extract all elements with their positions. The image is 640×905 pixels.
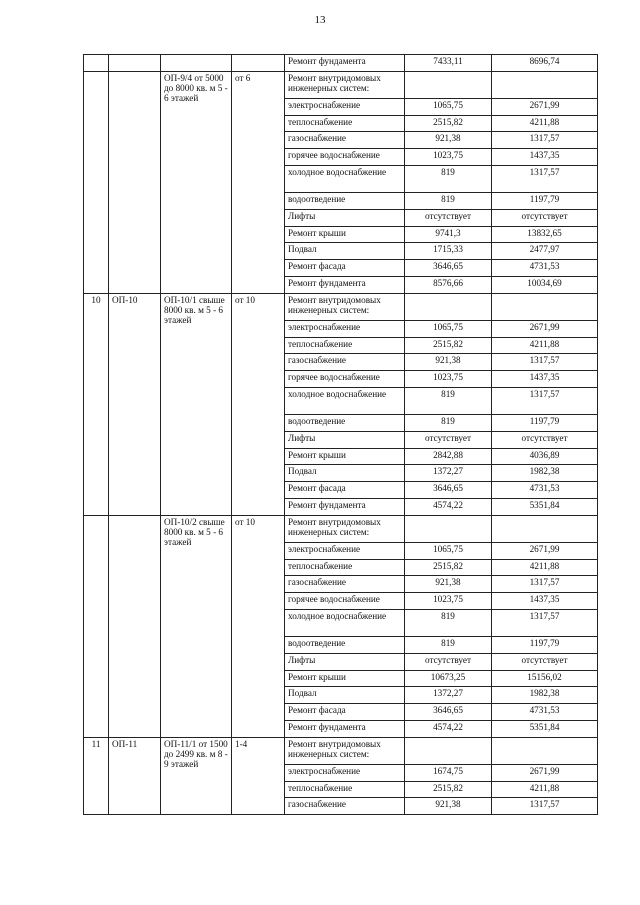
group-code — [109, 55, 161, 72]
floor-range — [232, 55, 285, 72]
value-min-cell: 1023,75 — [405, 371, 492, 388]
value-min-cell: 819 — [405, 192, 492, 209]
work-item-cell: холодное водоснабжение — [285, 387, 405, 414]
work-item-cell: холодное водоснабжение — [285, 609, 405, 636]
value-min-cell: 3646,65 — [405, 704, 492, 721]
value-min-cell: отсутствует — [405, 653, 492, 670]
work-item-cell: Ремонт крыши — [285, 448, 405, 465]
value-max-cell: 1197,79 — [492, 192, 598, 209]
work-item-cell: Ремонт фасада — [285, 260, 405, 277]
value-min-cell: 2515,82 — [405, 559, 492, 576]
floor-range: от 10 — [232, 515, 285, 737]
value-max-cell: 8696,74 — [492, 55, 598, 72]
work-item-cell: водоотведение — [285, 414, 405, 431]
value-min-cell: 7433,11 — [405, 55, 492, 72]
row-number — [84, 71, 109, 293]
work-item-cell: горячее водоснабжение — [285, 149, 405, 166]
subgroup-description: ОП-11/1 от 1500 до 2499 кв. м 8 - 9 этажей — [161, 737, 232, 814]
group-code — [109, 71, 161, 293]
work-item-cell: Ремонт фасада — [285, 704, 405, 721]
value-min-cell — [405, 293, 492, 320]
work-item-cell: Ремонт крыши — [285, 670, 405, 687]
value-max-cell: 4036,89 — [492, 448, 598, 465]
work-item-cell: электроснабжение — [285, 542, 405, 559]
value-min-cell: 1674,75 — [405, 764, 492, 781]
value-max-cell: 1317,57 — [492, 609, 598, 636]
value-min-cell: 3646,65 — [405, 482, 492, 499]
work-item-cell: холодное водоснабжение — [285, 165, 405, 192]
value-min-cell: 1023,75 — [405, 149, 492, 166]
value-max-cell: 15156,02 — [492, 670, 598, 687]
value-max-cell: 1437,35 — [492, 593, 598, 610]
work-item-cell: Ремонт внутридомовых инженерных систем: — [285, 737, 405, 764]
work-item-cell: теплоснабжение — [285, 115, 405, 132]
page-number: 13 — [314, 14, 326, 26]
value-min-cell: 1372,27 — [405, 465, 492, 482]
value-min-cell — [405, 737, 492, 764]
value-min-cell: 9741,3 — [405, 226, 492, 243]
value-max-cell: 2671,99 — [492, 98, 598, 115]
work-item-cell: газоснабжение — [285, 798, 405, 815]
value-min-cell: 4574,22 — [405, 498, 492, 515]
group-code — [109, 515, 161, 737]
row-number: 11 — [84, 737, 109, 814]
value-min-cell: 1065,75 — [405, 542, 492, 559]
value-max-cell: 4211,88 — [492, 337, 598, 354]
value-max-cell: отсутствует — [492, 431, 598, 448]
work-item-cell: теплоснабжение — [285, 337, 405, 354]
value-min-cell: 1023,75 — [405, 593, 492, 610]
subgroup-description — [161, 55, 232, 72]
value-min-cell: отсутствует — [405, 431, 492, 448]
work-item-cell: газоснабжение — [285, 132, 405, 149]
table-row — [84, 293, 598, 320]
work-item-cell: водоотведение — [285, 192, 405, 209]
work-item-cell: Лифты — [285, 653, 405, 670]
value-max-cell: 1982,38 — [492, 687, 598, 704]
value-min-cell: 2842,88 — [405, 448, 492, 465]
value-min-cell: 2515,82 — [405, 781, 492, 798]
value-min-cell: 8576,66 — [405, 276, 492, 293]
work-item-cell: электроснабжение — [285, 98, 405, 115]
value-max-cell: 1317,57 — [492, 165, 598, 192]
value-max-cell: 4731,53 — [492, 482, 598, 499]
value-min-cell: 1372,27 — [405, 687, 492, 704]
floor-range: 1-4 — [232, 737, 285, 814]
value-max-cell: 4211,88 — [492, 781, 598, 798]
value-min-cell: 1065,75 — [405, 98, 492, 115]
work-item-cell: Лифты — [285, 209, 405, 226]
work-item-cell: Ремонт фундамента — [285, 720, 405, 737]
value-max-cell: 2671,99 — [492, 764, 598, 781]
value-min-cell: 819 — [405, 387, 492, 414]
floor-range: от 10 — [232, 293, 285, 515]
value-max-cell: 1197,79 — [492, 636, 598, 653]
value-max-cell: отсутствует — [492, 653, 598, 670]
work-item-cell: водоотведение — [285, 636, 405, 653]
value-max-cell: 2671,99 — [492, 320, 598, 337]
work-item-cell: Подвал — [285, 243, 405, 260]
subgroup-description: ОП-10/2 свыше 8000 кв. м 5 - 6 этажей — [161, 515, 232, 737]
work-item-cell: Ремонт крыши — [285, 226, 405, 243]
value-max-cell — [492, 71, 598, 98]
work-item-cell: горячее водоснабжение — [285, 371, 405, 388]
group-code: ОП-10 — [109, 293, 161, 515]
value-min-cell — [405, 515, 492, 542]
table-row — [84, 71, 598, 98]
work-item-cell: Ремонт фундамента — [285, 498, 405, 515]
value-max-cell: 1317,57 — [492, 798, 598, 815]
value-max-cell: 1197,79 — [492, 414, 598, 431]
work-item-cell: Лифты — [285, 431, 405, 448]
row-number: 10 — [84, 293, 109, 515]
value-min-cell: 2515,82 — [405, 115, 492, 132]
value-max-cell — [492, 293, 598, 320]
row-number — [84, 515, 109, 737]
subgroup-description: ОП-10/1 свыше 8000 кв. м 5 - 6 этажей — [161, 293, 232, 515]
work-item-cell: Подвал — [285, 465, 405, 482]
work-item-cell: Ремонт внутридомовых инженерных систем: — [285, 515, 405, 542]
value-min-cell: 921,38 — [405, 354, 492, 371]
row-number — [84, 55, 109, 72]
work-item-cell: Ремонт фасада — [285, 482, 405, 499]
value-max-cell: 1317,57 — [492, 132, 598, 149]
value-max-cell: 1317,57 — [492, 387, 598, 414]
value-min-cell: 2515,82 — [405, 337, 492, 354]
value-max-cell: 4211,88 — [492, 115, 598, 132]
value-min-cell: 819 — [405, 636, 492, 653]
value-min-cell: 921,38 — [405, 576, 492, 593]
value-max-cell — [492, 515, 598, 542]
table-row — [84, 737, 598, 764]
work-item-cell: Ремонт фундамента — [285, 55, 405, 72]
value-min-cell — [405, 71, 492, 98]
work-item-cell: газоснабжение — [285, 354, 405, 371]
table-row — [84, 55, 598, 72]
table-row — [84, 515, 598, 542]
value-max-cell: 13832,65 — [492, 226, 598, 243]
value-min-cell: 3646,65 — [405, 260, 492, 277]
work-item-cell: теплоснабжение — [285, 781, 405, 798]
value-max-cell: 1317,57 — [492, 354, 598, 371]
work-item-cell: горячее водоснабжение — [285, 593, 405, 610]
value-min-cell: 819 — [405, 609, 492, 636]
floor-range: от 6 — [232, 71, 285, 293]
value-max-cell: 10034,69 — [492, 276, 598, 293]
value-min-cell: 4574,22 — [405, 720, 492, 737]
value-min-cell: 921,38 — [405, 798, 492, 815]
value-max-cell: 4211,88 — [492, 559, 598, 576]
work-item-cell: электроснабжение — [285, 764, 405, 781]
value-min-cell: 1715,33 — [405, 243, 492, 260]
group-code: ОП-11 — [109, 737, 161, 814]
value-max-cell: отсутствует — [492, 209, 598, 226]
value-max-cell: 2477,97 — [492, 243, 598, 260]
value-max-cell: 4731,53 — [492, 704, 598, 721]
value-max-cell: 4731,53 — [492, 260, 598, 277]
value-max-cell: 1437,35 — [492, 371, 598, 388]
value-max-cell: 2671,99 — [492, 542, 598, 559]
work-item-cell: Ремонт внутридомовых инженерных систем: — [285, 71, 405, 98]
work-item-cell: Ремонт фундамента — [285, 276, 405, 293]
value-min-cell: 1065,75 — [405, 320, 492, 337]
work-item-cell: газоснабжение — [285, 576, 405, 593]
value-max-cell — [492, 737, 598, 764]
work-item-cell: теплоснабжение — [285, 559, 405, 576]
value-min-cell: 819 — [405, 414, 492, 431]
value-max-cell: 5351,84 — [492, 720, 598, 737]
work-item-cell: Подвал — [285, 687, 405, 704]
subgroup-description: ОП-9/4 от 5000 до 8000 кв. м 5 - 6 этажей — [161, 71, 232, 293]
value-min-cell: 819 — [405, 165, 492, 192]
value-min-cell: 10673,25 — [405, 670, 492, 687]
value-max-cell: 5351,84 — [492, 498, 598, 515]
work-item-cell: Ремонт внутридомовых инженерных систем: — [285, 293, 405, 320]
value-max-cell: 1437,35 — [492, 149, 598, 166]
value-min-cell: отсутствует — [405, 209, 492, 226]
value-min-cell: 921,38 — [405, 132, 492, 149]
value-max-cell: 1982,38 — [492, 465, 598, 482]
work-item-cell: электроснабжение — [285, 320, 405, 337]
tariff-table — [83, 54, 598, 815]
value-max-cell: 1317,57 — [492, 576, 598, 593]
